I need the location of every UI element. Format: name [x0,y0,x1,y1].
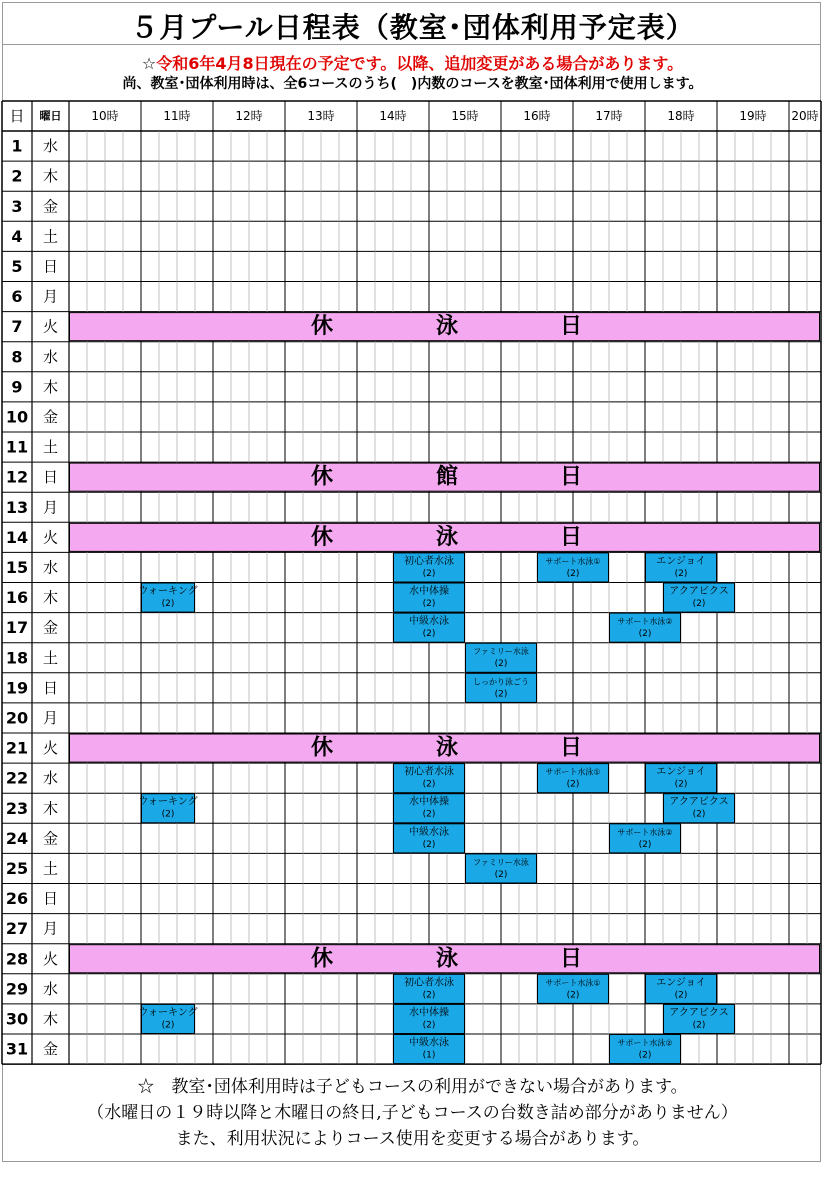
day-number: 5 [11,256,23,276]
closure-char: 館 [435,464,459,490]
class-lanes: (2) [422,779,436,790]
class-name: 初心者水泳 [404,555,454,567]
weekday-label: 水 [42,137,59,156]
class-lanes: (2) [161,809,175,820]
closure-char: 泳 [435,735,459,761]
closure-char: 泳 [435,524,459,550]
day-number: 12 [5,467,29,487]
closure-char: 休 [310,524,334,550]
weekday-label: 水 [42,979,59,998]
class-name: アクアビクス [669,1007,729,1019]
day-number: 11 [5,437,29,457]
class-name: 水中体操 [409,796,449,808]
weekday-label: 月 [42,498,59,517]
day-number: 20 [5,708,29,728]
class-name: ウォーキング [138,796,198,808]
class-name: 中級水泳 [409,1037,449,1049]
weekday-label: 土 [42,859,59,878]
day-number: 7 [11,317,23,337]
weekday-label: 日 [42,889,59,908]
day-number: 25 [5,858,29,878]
weekday-label: 金 [42,407,59,426]
closure-char: 泳 [435,946,459,972]
day-number: 15 [5,557,29,577]
footer-line-1: ☆ 教室･団体利用時は子どもコースの利用ができない場合があります。 [137,1077,688,1097]
day-number: 26 [5,889,29,909]
class-name: サポート水泳① [545,556,601,566]
weekday-label: 火 [42,949,59,968]
class-lanes: (1) [422,1050,436,1061]
day-number: 28 [5,949,29,969]
class-lanes: (2) [566,568,580,579]
day-number: 23 [5,798,29,818]
hour-label: 19時 [739,109,767,123]
class-name: エンジョイ [656,555,706,567]
class-lanes: (2) [674,568,688,579]
class-lanes: (2) [692,599,706,609]
header-day-label: 日 [9,107,25,125]
class-name: 中級水泳 [409,826,449,838]
weekday-label: 木 [42,167,59,186]
hour-label: 12時 [235,109,263,123]
day-number: 10 [5,407,29,427]
hour-label: 13時 [307,109,335,123]
weekday-label: 日 [42,468,59,487]
day-number: 13 [5,497,29,517]
class-lanes: (2) [566,779,580,790]
class-name: 初心者水泳 [404,977,454,989]
day-number: 17 [5,618,29,638]
closure-char: 日 [559,735,583,761]
class-name: サポート水泳② [617,1038,673,1048]
day-number: 22 [5,768,29,788]
weekday-label: 土 [42,227,59,246]
weekday-label: 土 [42,438,59,457]
class-lanes: (2) [638,629,652,640]
class-name: サポート水泳① [545,767,601,777]
weekday-label: 金 [42,197,59,216]
page-title: ５月プール日程表（教室･団体利用予定表） [130,11,695,44]
day-number: 31 [5,1039,29,1059]
class-lanes: (2) [161,599,175,609]
class-name: アクアビクス [669,796,729,808]
weekday-label: 月 [42,287,59,306]
hour-label: 18時 [667,109,695,123]
weekday-label: 水 [42,347,59,366]
class-lanes: (2) [422,599,436,609]
weekday-label: 火 [42,739,59,758]
hour-label: 15時 [451,109,479,123]
footer-line-2: （水曜日の１９時以降と木曜日の終日,子どもコースの台数き詰め部分がありません） [87,1103,738,1123]
day-number: 8 [11,347,23,367]
day-number: 19 [5,678,29,698]
closure-char: 日 [559,314,583,340]
star-icon: ☆ [141,54,157,73]
hour-label: 20時 [791,109,819,123]
class-name: ファミリー水泳 [473,647,529,657]
day-number: 9 [11,377,23,397]
header-weekday-label: 曜日 [39,109,62,123]
class-name: ウォーキング [138,1007,198,1019]
day-number: 24 [5,828,29,848]
hour-label: 14時 [379,109,407,123]
weekday-label: 木 [42,377,59,396]
hour-label: 17時 [595,109,623,123]
weekday-label: 火 [42,317,59,336]
weekday-label: 木 [42,588,59,607]
class-lanes: (2) [638,839,652,850]
weekday-label: 水 [42,769,59,788]
weekday-label: 月 [42,919,59,938]
weekday-label: 火 [42,528,59,547]
footer-line-3: また、利用状況によりコース使用を変更する場合があります。 [175,1129,650,1149]
class-lanes: (2) [494,689,508,700]
class-lanes: (2) [638,1050,652,1061]
weekday-label: 月 [42,708,59,727]
hour-label: 11時 [163,109,191,123]
footer-notes [0,1074,825,1152]
closure-char: 日 [559,464,583,490]
day-number: 27 [5,919,29,939]
day-number: 1 [11,136,23,156]
class-lanes: (2) [422,809,436,820]
day-number: 29 [5,979,29,999]
closure-char: 休 [310,314,334,340]
weekday-label: 土 [42,648,59,667]
weekday-label: 金 [42,1040,59,1059]
class-lanes: (2) [494,659,508,670]
class-lanes: (2) [422,629,436,640]
closure-char: 日 [559,524,583,550]
class-name: サポート水泳② [617,827,673,837]
weekday-label: 水 [42,558,59,577]
day-number: 2 [11,166,23,186]
day-number: 18 [5,648,29,668]
class-name: 中級水泳 [409,616,449,628]
class-name: ファミリー水泳 [473,857,529,867]
class-lanes: (2) [422,839,436,850]
notice-line-2: 尚、教室･団体利用時は、全6コースのうち( )内数のコースを教室･団体利用で使用します。 [122,76,703,92]
day-number: 4 [11,226,23,246]
class-name: エンジョイ [656,766,706,778]
class-lanes: (2) [692,809,706,820]
closure-char: 休 [310,946,334,972]
class-lanes: (2) [422,568,436,579]
class-name: 水中体操 [409,1007,449,1019]
closure-char: 休 [310,464,334,490]
notice-text-1: 令和6年4月8日現在の予定です。以降、追加変更がある場合があります。 [156,54,684,73]
weekday-label: 日 [42,678,59,697]
class-lanes: (2) [422,990,436,1001]
closure-char: 泳 [435,314,459,340]
class-lanes: (2) [692,1020,706,1031]
class-lanes: (2) [674,990,688,1001]
weekday-label: 金 [42,618,59,637]
class-lanes: (2) [674,779,688,790]
closure-char: 日 [559,946,583,972]
class-lanes: (2) [494,869,508,880]
day-number: 3 [11,196,23,216]
weekday-label: 木 [42,1009,59,1028]
class-name: ウォーキング [138,586,198,597]
day-number: 16 [5,588,29,608]
hour-label: 16時 [523,109,551,123]
class-name: アクアビクス [669,586,729,597]
day-number: 21 [5,738,29,758]
closure-char: 休 [310,735,334,761]
class-name: しっかり泳ごう [473,677,529,687]
class-name: サポート水泳② [617,617,673,627]
class-name: エンジョイ [656,977,706,989]
class-name: サポート水泳① [545,978,601,988]
weekday-label: 木 [42,799,59,818]
weekday-label: 金 [42,829,59,848]
class-lanes: (2) [566,990,580,1001]
day-number: 14 [5,527,29,547]
class-lanes: (2) [161,1020,175,1031]
weekday-label: 日 [42,257,59,276]
day-number: 6 [11,287,23,307]
day-number: 30 [5,1009,29,1029]
hour-label: 10時 [91,109,119,123]
class-lanes: (2) [422,1020,436,1031]
class-name: 水中体操 [409,586,449,597]
class-name: 初心者水泳 [404,766,454,778]
